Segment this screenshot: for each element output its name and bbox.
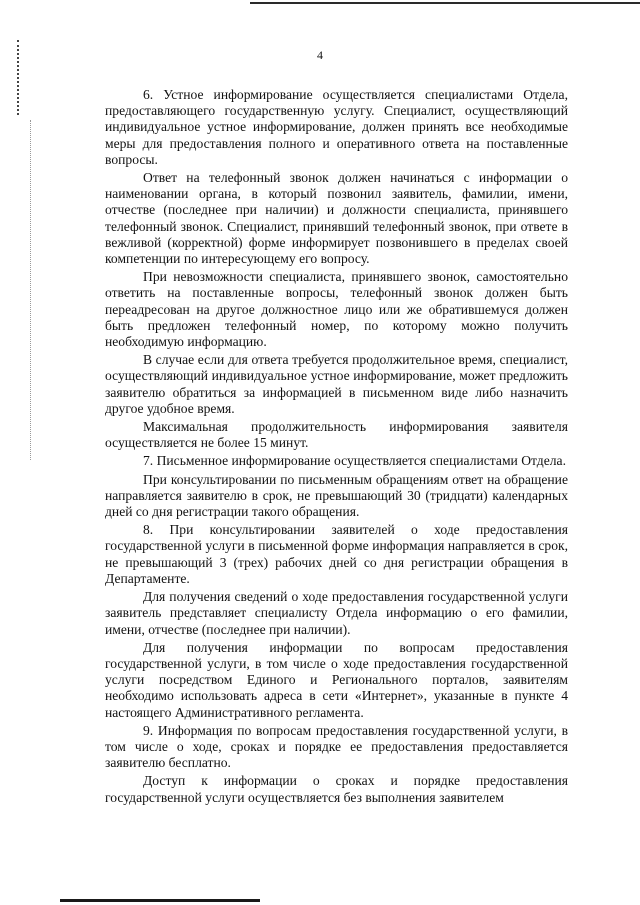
paragraph-status-request: Для получения сведений о ходе предоставления государственной услуги заявитель представляет специалисту Отдела информацию о его фамилии, имени, отчестве (последнее при наличии).	[105, 589, 568, 637]
scan-edge-line-top	[250, 2, 640, 4]
paragraph-access: Доступ к информации о сроках и порядке предоставления государственной услуги осуществляется без выполнения заявителем	[105, 773, 568, 805]
paragraph-portals: Для получения информации по вопросам предоставления государственной услуги, в том числе о ходе предоставления государственной услуги посредством Единого и Регионального порталов, заявителям необходимо использовать адреса в сети «Интернет», указанные в пункте 4 настоящего Административного регламента.	[105, 639, 568, 720]
paragraph-phone-answer: Ответ на телефонный звонок должен начинаться с информации о наименовании органа, в который позвонил заявитель, фамилии, имени, отчестве (последнее при наличии) и должности специалиста, принявшего телефонный звонок. Специалист, принявший телефонный звонок, при ответе в вежливой (корректной) форме информирует позвонившего в пределах своей компетенции по интересующему его вопросу.	[105, 170, 568, 267]
paragraph-written-consult: При консультировании по письменным обращениям ответ на обращение направляется заявителю в срок, не превышающий 30 (тридцати) календарных дней со дня регистрации такого обращения.	[105, 471, 568, 520]
page-number: 4	[317, 48, 323, 62]
scan-margin-marks-faint	[30, 120, 33, 460]
paragraph-max-duration: Максимальная продолжительность информирования заявителя осуществляется не более 15 минут.	[105, 419, 568, 451]
paragraph-9-free-info: 9. Информация по вопросам предоставления государственной услуги, в том числе о ходе, сроках и порядке ее предоставления предоставляется заявителю бесплатно.	[105, 722, 568, 771]
paragraph-8-status-written: 8. При консультировании заявителей о ходе предоставления государственной услуги в письменной форме информация направляется в срок, не превышающий 3 (трех) рабочих дней со дня регистрации обращения в Департаменте.	[105, 522, 568, 586]
paragraph-6-oral-info: 6. Устное информирование осуществляется специалистами Отдела, предоставляющего государственную услугу. Специалист, осуществляющий индивидуальное устное информирование, должен принять все необходимые меры для предоставления полного и оперативного ответа на поставленные вопросы.	[105, 87, 568, 167]
document-body	[105, 87, 568, 808]
paragraph-phone-redirect: При невозможности специалиста, принявшего звонок, самостоятельно ответить на поставленные вопросы, телефонный звонок должен быть переадресован на другое должностное лицо или же обратившемуся должен быть предложен телефонный номер, по которому можно получить необходимую информацию.	[105, 269, 568, 350]
scan-edge-line-bottom	[60, 899, 260, 902]
paragraph-7-written-info: 7. Письменное информирование осуществляется специалистами Отдела.	[143, 453, 566, 469]
paragraph-long-answer: В случае если для ответа требуется продолжительное время, специалист, осуществляющий индивидуальное устное информирование, может предложить заявителю обратиться за информацией в письменном виде либо назначить другое удобное время.	[105, 352, 568, 416]
